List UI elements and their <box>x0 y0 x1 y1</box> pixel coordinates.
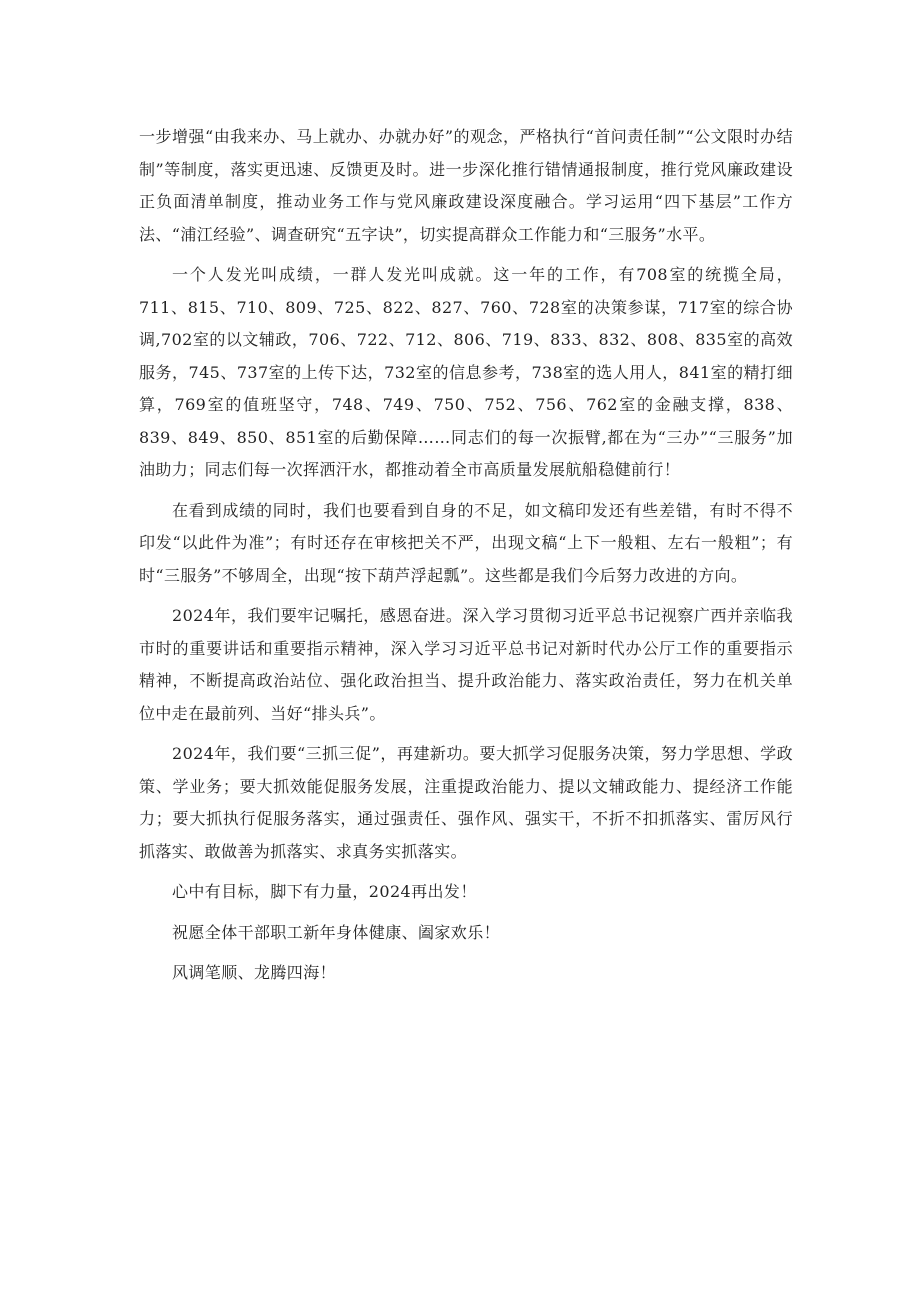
paragraph: 心中有目标，脚下有力量，2024再出发！ <box>172 882 477 901</box>
paragraph: 2024年，我们要牢记嘱托，感恩奋进。深入学习贯彻习近平总书记视察广西并亲临我市时的重要讲话和重要指示精神，深入学习习近平总书记对新时代办公厅工作的重要指示精神，不断提高政治站位、强化政治担当、提升政治能力、落实政治责任，努力在机关单位中走在最前列、当好“排头兵”。 <box>139 606 793 723</box>
paragraph: 2024年，我们要“三抓三促”，再建新功。要大抓学习促服务决策，努力学思想、学政策、学业务；要大抓效能促服务发展，注重提政治能力、提以文辅政能力、提经济工作能力；要大抓执行促服务落实，通过强责任、强作风、强实干，不折不扣抓落实、雷厉风行抓落实、敢做善为抓落实、求真务实抓落实。 <box>139 744 793 861</box>
paragraph: 在看到成绩的同时，我们也要看到自身的不足，如文稿印发还有些差错，有时不得不印发“以此件为准”；有时还存在审核把关不严，出现文稿“上下一般粗、左右一般粗”；有时“三服务”不够周全，出现“按下葫芦浮起瓢”。这些都是我们今后努力改进的方向。 <box>139 500 793 585</box>
paragraph: 一步增强“由我来办、马上就办、办就办好”的观念，严格执行“首问责任制”“公文限时办结制”等制度，落实更迅速、反馈更及时。进一步深化推行错情通报制度，推行党风廉政建设正负面清单制度，推动业务工作与党风廉政建设深度融合。学习运用“四下基层”工作方法、“浦江经验”、调查研究“五字诀”，切实提高群众工作能力和“三服务”水平。 <box>139 127 793 244</box>
paragraph: 祝愿全体干部职工新年身体健康、阖家欢乐！ <box>172 922 501 942</box>
document-body <box>139 121 793 998</box>
paragraph: 一个人发光叫成绩，一群人发光叫成就。这一年的工作，有708室的统揽全局，711、815、710、809、725、822、827、760、728室的决策参谋，717室的综合协调,702室的以文辅政，706、722、712、806、719、833、832、808、835室的高效服务，745、737室的上传下达，732室的信息参考，738室的选人用人，841室的精打细算，769室的值班坚守，748、749、750、752、756、762室的金融支撑，838、839、849、850、851室的后勤保障……同志们的每一次振臂,都在为“三办”“三服务”加油助力；同志们每一次挥洒汗水，都推动着全市高质量发展航船稳健前行！ <box>139 265 793 479</box>
paragraph: 风调笔顺、龙腾四海！ <box>172 963 337 982</box>
